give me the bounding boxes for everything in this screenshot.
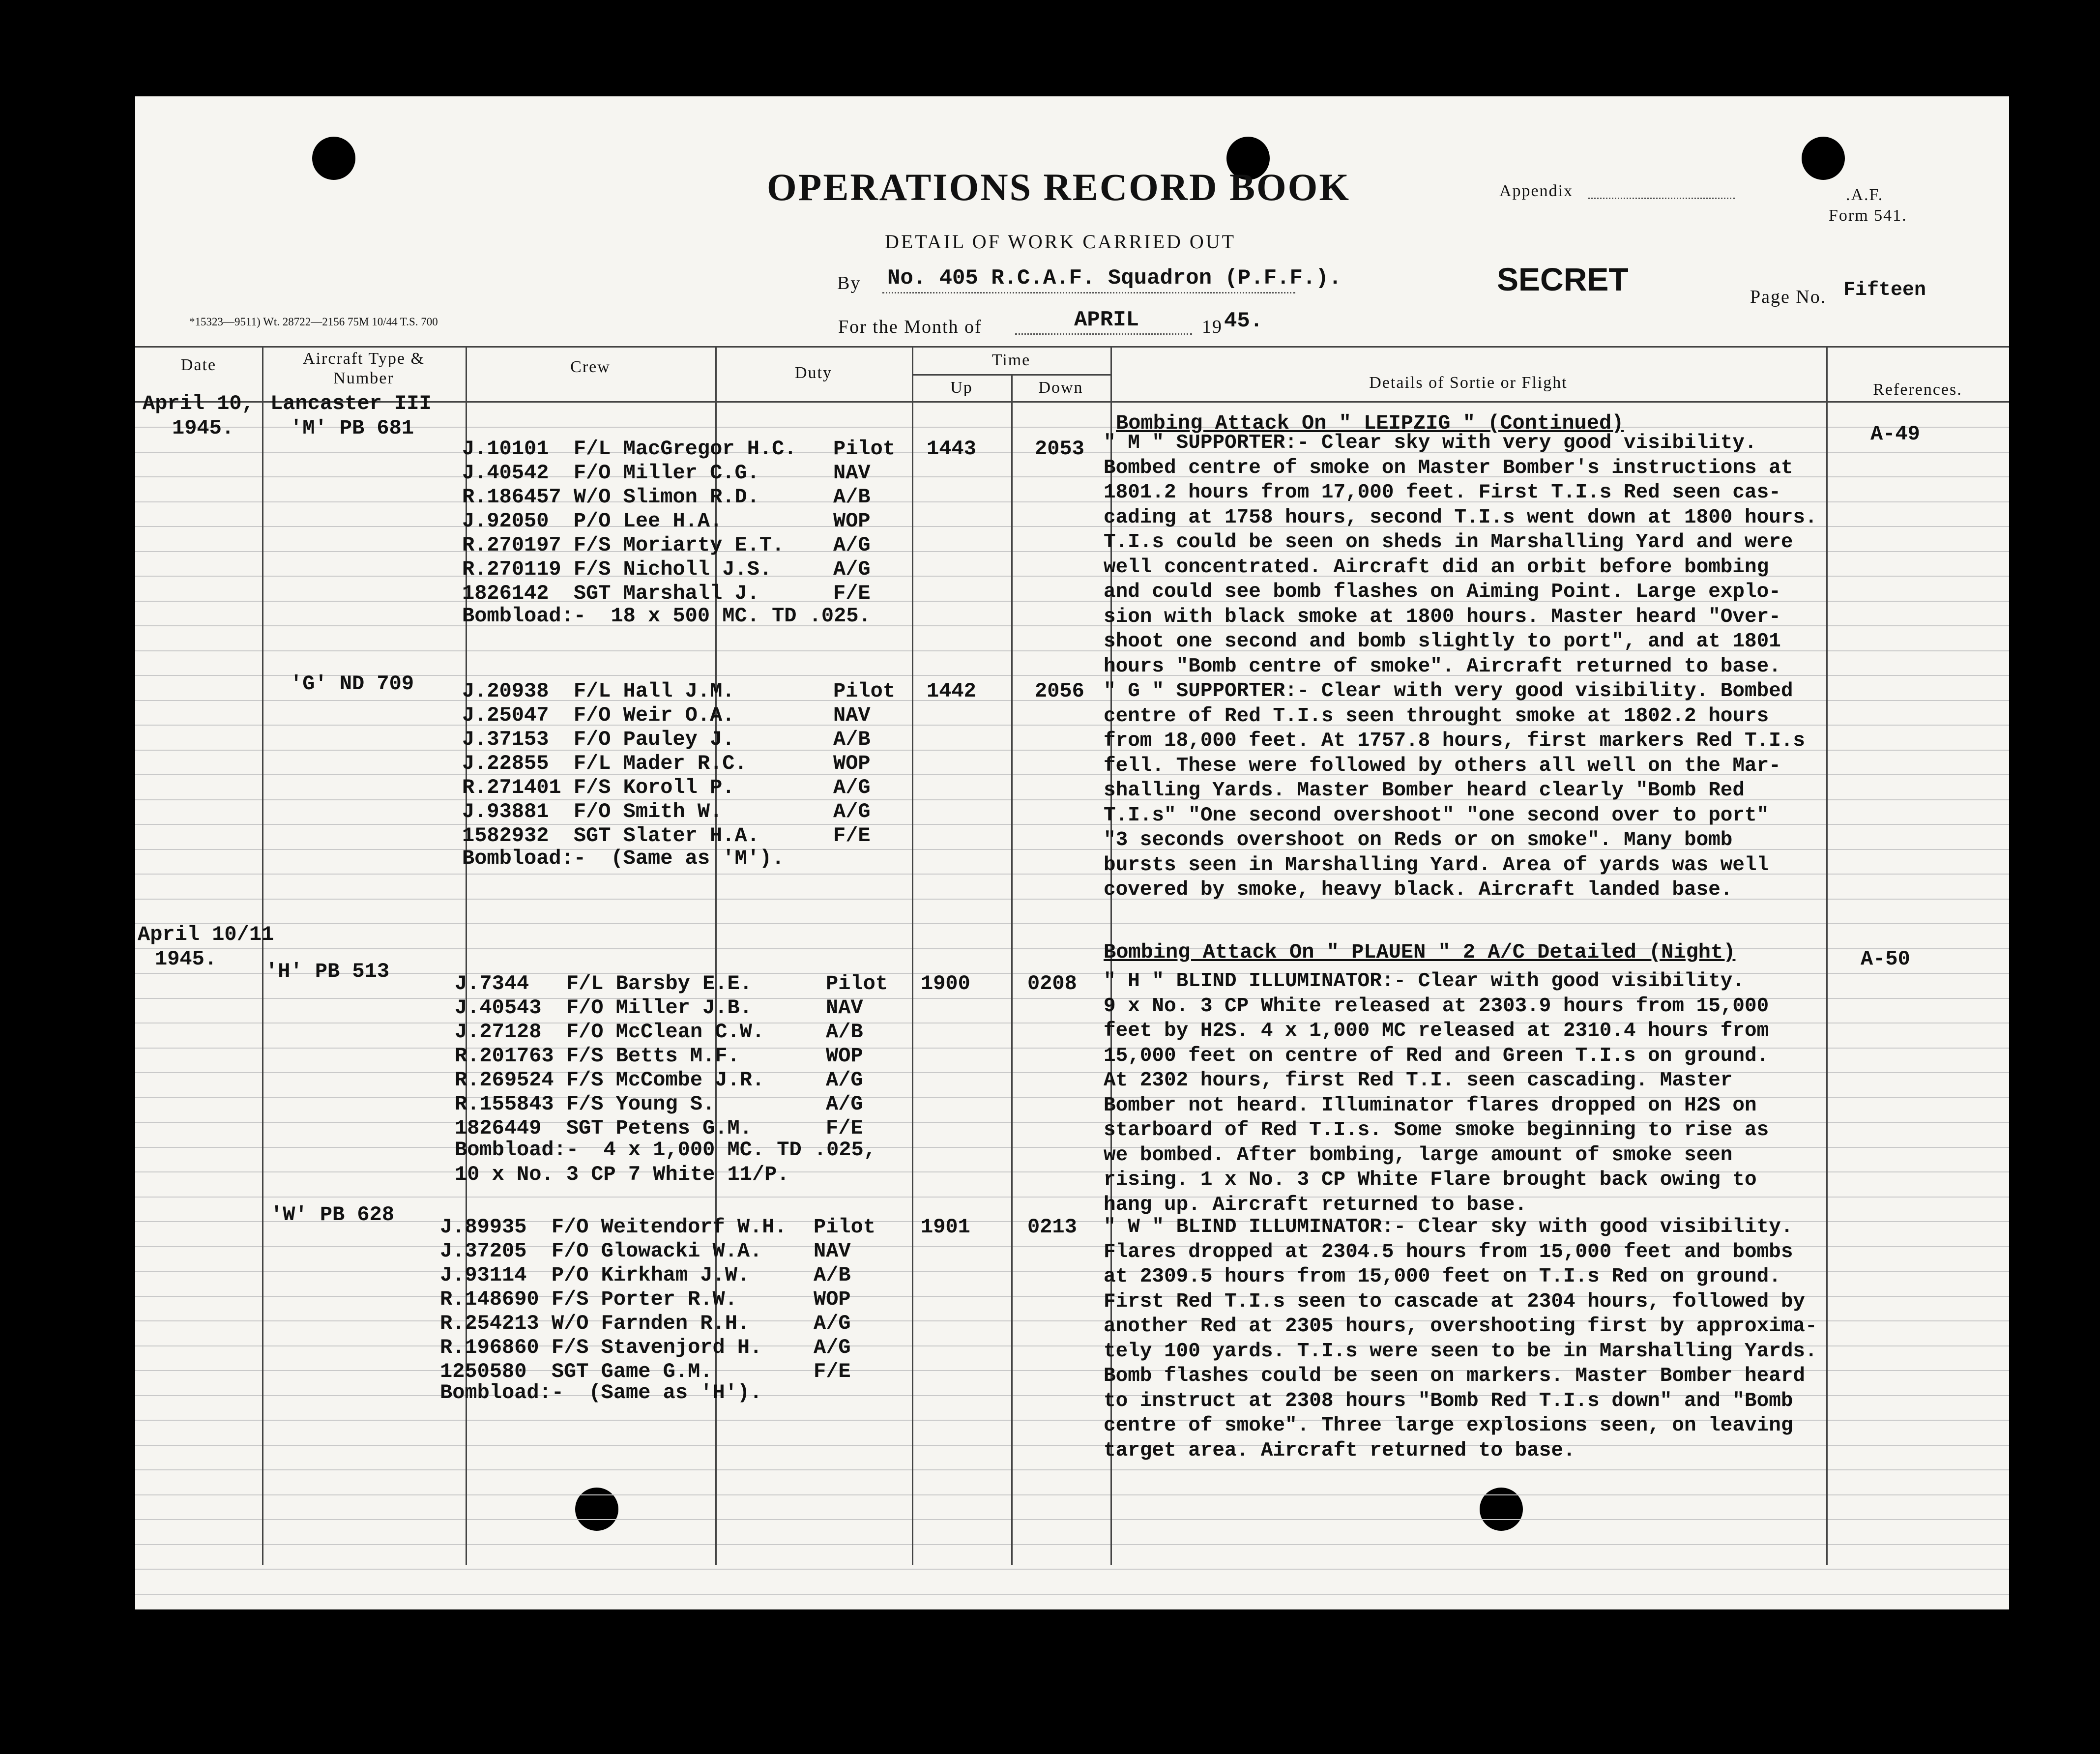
crew-duty: NAV bbox=[814, 1239, 851, 1263]
detail-line: " H " BLIND ILLUMINATOR:- Clear with good visibility. bbox=[1104, 970, 1745, 993]
crew-duty: F/E bbox=[814, 1360, 851, 1383]
crew-duty: F/E bbox=[833, 824, 871, 848]
detail-line: T.I.s could be seen on sheds in Marshalling Yard and were bbox=[1104, 531, 1793, 554]
detail-line: shalling Yards. Master Bomber heard clearly "Bomb Red bbox=[1104, 779, 1745, 802]
crew-member: J.37153 F/O Pauley J. bbox=[462, 728, 735, 751]
detail-line: target area. Aircraft returned to base. bbox=[1104, 1439, 1575, 1462]
crew-duty: A/B bbox=[833, 728, 871, 751]
col-date: Date bbox=[180, 356, 217, 374]
crew-member: R.271401 F/S Koroll P. bbox=[462, 776, 735, 799]
time-up: 1443 bbox=[927, 437, 976, 461]
detail-line: 9 x No. 3 CP White released at 2303.9 hours from 15,000 bbox=[1104, 994, 1769, 1018]
col-time-down: Down bbox=[1038, 379, 1083, 397]
ruled-line bbox=[135, 1519, 2009, 1520]
entry-date: April 10, bbox=[143, 392, 254, 415]
crew-member: 1826449 SGT Petens G.M. bbox=[455, 1116, 752, 1140]
time-up: 1442 bbox=[927, 679, 976, 703]
detail-line: " M " SUPPORTER:- Clear sky with very good visibility. bbox=[1104, 432, 1757, 454]
detail-line: rising. 1 x No. 3 CP White Flare brought back owing to bbox=[1104, 1169, 1757, 1191]
bombload-line2: 10 x No. 3 CP 7 White 11/P. bbox=[455, 1163, 789, 1186]
aircraft-id: 'H' PB 513 bbox=[265, 960, 390, 983]
crew-duty: A/G bbox=[814, 1336, 851, 1359]
detail-line: 1801.2 hours from 17,000 feet. First T.I.s Red seen cas- bbox=[1104, 481, 1781, 504]
col-time-up: Up bbox=[950, 379, 973, 397]
crew-member: J.20938 F/L Hall J.M. bbox=[462, 679, 735, 703]
crew-member: J.93114 P/O Kirkham J.W. bbox=[440, 1263, 750, 1287]
record-sheet bbox=[135, 96, 2009, 1609]
sortie-details bbox=[1104, 431, 1817, 679]
detail-line: At 2302 hours, first Red T.I. seen cascading. Master bbox=[1104, 1069, 1733, 1092]
detail-line: Flares dropped at 2304.5 hours from 15,000 feet and bombs bbox=[1104, 1240, 1793, 1263]
by-underline bbox=[882, 292, 1295, 293]
appendix-underline bbox=[1588, 198, 1735, 199]
time-down: 0213 bbox=[1027, 1215, 1077, 1239]
crew-duty: NAV bbox=[833, 461, 871, 485]
col-divider bbox=[1826, 346, 1828, 1565]
reference: A-50 bbox=[1861, 947, 1910, 971]
aircraft-type: Lancaster III bbox=[270, 392, 432, 415]
crew-member: R.148690 F/S Porter R.W. bbox=[440, 1287, 737, 1311]
detail-line: feet by H2S. 4 x 1,000 MC released at 2310.4 hours from bbox=[1104, 1020, 1769, 1042]
crew-duty: A/G bbox=[826, 1068, 863, 1092]
detail-line: we bombed. After bombing, large amount of smoke seen bbox=[1104, 1143, 1733, 1167]
detail-line: " G " SUPPORTER:- Clear with very good visibility. Bombed bbox=[1104, 680, 1793, 702]
aircraft-id: 'W' PB 628 bbox=[270, 1203, 395, 1227]
time-up: 1900 bbox=[921, 972, 970, 995]
detail-line: Bomb flashes could be seen on markers. Master Bomber heard bbox=[1104, 1365, 1806, 1387]
year-value: 45. bbox=[1224, 309, 1263, 333]
detail-line: 15,000 feet on centre of Red and Green T.I.s on ground. bbox=[1104, 1044, 1769, 1067]
security-classification: SECRET bbox=[1497, 261, 1629, 297]
detail-line: Bombed centre of smoke on Master Bomber's instructions at bbox=[1104, 456, 1793, 479]
bombload: Bombload:- 4 x 1,000 MC. TD .025, bbox=[455, 1138, 876, 1162]
crew-duty: WOP bbox=[826, 1044, 863, 1068]
detail-line: Bomber not heard. Illuminator flares dropped on H2S on bbox=[1104, 1094, 1757, 1117]
crew-duty: Pilot bbox=[833, 679, 896, 703]
crew-duty: F/E bbox=[826, 1116, 863, 1140]
sortie-heading: Bombing Attack On " PLAUEN " 2 A/C Detailed (Night) bbox=[1104, 940, 1736, 964]
crew-duty: Pilot bbox=[814, 1215, 876, 1239]
crew-duty: A/G bbox=[833, 557, 871, 581]
crew-member: R.270197 F/S Moriarty E.T. bbox=[462, 533, 785, 557]
detail-line: centre of Red T.I.s seen throught smoke at 1802.2 hours bbox=[1104, 704, 1769, 728]
month-label: For the Month of bbox=[838, 317, 982, 337]
crew-member: J.25047 F/O Weir O.A. bbox=[462, 703, 735, 727]
time-down: 0208 bbox=[1027, 972, 1077, 995]
crew-duty: A/B bbox=[814, 1263, 851, 1287]
page-title: OPERATIONS RECORD BOOK bbox=[767, 166, 1351, 208]
time-down: 2053 bbox=[1035, 437, 1084, 461]
by-label: By bbox=[837, 273, 861, 293]
crew-member: J.37205 F/O Glowacki W.A. bbox=[440, 1239, 762, 1263]
bombload: Bombload:- (Same as 'M'). bbox=[462, 847, 785, 870]
detail-line: shoot one second and bomb slightly to port", and at 1801 bbox=[1104, 630, 1781, 653]
crew-duty: F/E bbox=[833, 582, 871, 605]
crew-member: J.40542 F/O Miller C.G. bbox=[462, 461, 759, 485]
col-details: Details of Sortie or Flight bbox=[1369, 374, 1568, 392]
appendix-label: Appendix bbox=[1499, 182, 1574, 200]
year-prefix: 19 bbox=[1202, 317, 1223, 337]
crew-duty: A/G bbox=[826, 1092, 863, 1116]
form-line1: .A.F. bbox=[1846, 186, 1884, 204]
crew-member: J.40543 F/O Miller J.B. bbox=[455, 996, 752, 1020]
ruled-line bbox=[135, 923, 2009, 924]
crew-member: 1826142 SGT Marshall J. bbox=[462, 582, 759, 605]
detail-line: sion with black smoke at 1800 hours. Master heard "Over- bbox=[1104, 605, 1781, 628]
sortie-details bbox=[1104, 969, 1811, 1217]
crew-member: J.93881 F/O Smith W. bbox=[462, 800, 723, 823]
page-number-label: Page No. bbox=[1750, 287, 1827, 307]
crew-duty: A/B bbox=[826, 1020, 863, 1044]
aircraft-id: 'M' PB 681 bbox=[290, 416, 414, 440]
page-subtitle: DETAIL OF WORK CARRIED OUT bbox=[885, 231, 1236, 253]
crew-duty: Pilot bbox=[833, 437, 896, 461]
crew-duty: Pilot bbox=[826, 972, 888, 995]
ruled-line bbox=[135, 1469, 2009, 1470]
table-top-line bbox=[135, 346, 2009, 348]
detail-line: T.I.s" "One second overshoot" "one second over to port" bbox=[1104, 804, 1769, 827]
col-aircraft: Aircraft Type & Number bbox=[303, 350, 425, 387]
crew-duty: A/G bbox=[833, 533, 871, 557]
detail-line: First Red T.I.s seen to cascade at 2304 hours, followed by bbox=[1104, 1290, 1806, 1313]
squadron-value: No. 405 R.C.A.F. Squadron (P.F.F.). bbox=[887, 266, 1342, 291]
detail-line: fell. These were followed by others all well on the Mar- bbox=[1104, 754, 1781, 777]
detail-line: cading at 1758 hours, second T.I.s went down at 1800 hours. bbox=[1104, 506, 1817, 529]
ruled-line bbox=[135, 1594, 2009, 1595]
bombload: Bombload:- 18 x 500 MC. TD .025. bbox=[462, 604, 871, 628]
crew-member: R.270119 F/S Nicholl J.S. bbox=[462, 557, 772, 581]
crew-duty: A/G bbox=[833, 776, 871, 799]
ruled-line bbox=[135, 427, 2009, 428]
detail-line: tely 100 yards. T.I.s were seen to be in Marshalling Yards. bbox=[1104, 1340, 1817, 1363]
month-underline bbox=[1015, 333, 1192, 335]
ruled-line bbox=[135, 1494, 2009, 1495]
aircraft-id: 'G' ND 709 bbox=[290, 672, 414, 696]
time-down: 2056 bbox=[1035, 679, 1084, 703]
crew-duty: WOP bbox=[814, 1287, 851, 1311]
col-divider bbox=[1011, 374, 1013, 1565]
crew-duty: A/G bbox=[814, 1312, 851, 1335]
col-references: References. bbox=[1873, 380, 1962, 399]
crew-member: R.196860 F/S Stavenjord H. bbox=[440, 1336, 762, 1359]
detail-line: from 18,000 feet. At 1757.8 hours, first markers Red T.I.s bbox=[1104, 730, 1806, 752]
crew-duty: NAV bbox=[833, 703, 871, 727]
detail-line: " W " BLIND ILLUMINATOR:- Clear sky with good visibility. bbox=[1104, 1216, 1793, 1238]
crew-member: J.22855 F/L Mader R.C. bbox=[462, 752, 747, 775]
ruled-line bbox=[135, 1569, 2009, 1570]
sortie-details bbox=[1104, 679, 1811, 903]
detail-line: another Red at 2305 hours, overshooting first by approxima- bbox=[1104, 1315, 1817, 1338]
month-value: APRIL bbox=[1074, 308, 1139, 332]
detail-line: centre of smoke". Three large explosions seen, on leaving bbox=[1104, 1414, 1793, 1437]
col-divider bbox=[262, 346, 263, 1565]
crew-member: R.186457 W/O Slimon R.D. bbox=[462, 485, 759, 509]
detail-line: starboard of Red T.I.s. Some smoke beginning to rise as bbox=[1104, 1119, 1769, 1141]
crew-member: R.155843 F/S Young S. bbox=[455, 1092, 715, 1116]
crew-member: R.254213 W/O Farnden R.H. bbox=[440, 1312, 750, 1335]
crew-duty: NAV bbox=[826, 996, 863, 1020]
sortie-heading: Bombing Attack On " LEIPZIG " (Continued) bbox=[1116, 411, 1624, 435]
detail-line: well concentrated. Aircraft did an orbit before bombing bbox=[1104, 555, 1769, 579]
reference: A-49 bbox=[1870, 422, 1920, 446]
entry-date-year: 1945. bbox=[172, 416, 234, 440]
detail-line: "3 seconds overshoot on Reds or on smoke". Many bomb bbox=[1104, 829, 1733, 851]
crew-member: J.27128 F/O McClean C.W. bbox=[455, 1020, 765, 1044]
crew-member: R.201763 F/S Betts M.F. bbox=[455, 1044, 740, 1068]
detail-line: hours "Bomb centre of smoke". Aircraft returned to base. bbox=[1104, 655, 1781, 678]
form-number: Form 541. bbox=[1829, 206, 1907, 225]
punch-hole bbox=[312, 137, 355, 180]
crew-member: J.92050 P/O Lee H.A. bbox=[462, 509, 723, 533]
sortie-details bbox=[1104, 1215, 1817, 1463]
crew-member: 1582932 SGT Slater H.A. bbox=[462, 824, 759, 848]
crew-member: 1250580 SGT Game G.M. bbox=[440, 1360, 713, 1383]
time-up: 1901 bbox=[921, 1215, 970, 1239]
detail-line: hang up. Aircraft returned to base. bbox=[1104, 1193, 1527, 1216]
detail-line: to instruct at 2308 hours "Bomb Red T.I.s down" and "Bomb bbox=[1104, 1389, 1793, 1412]
crew-duty: A/G bbox=[833, 800, 871, 823]
detail-line: at 2309.5 hours from 15,000 feet on T.I.s Red on ground. bbox=[1104, 1265, 1781, 1288]
col-duty: Duty bbox=[795, 364, 832, 382]
bombload: Bombload:- (Same as 'H'). bbox=[440, 1381, 762, 1404]
col-time: Time bbox=[992, 351, 1031, 369]
ruled-line bbox=[135, 1544, 2009, 1545]
page-number-value: Fifteen bbox=[1843, 279, 1926, 301]
punch-hole bbox=[1802, 137, 1845, 180]
printer-code: *15323—9511) Wt. 28722—2156 75M 10/44 T.S. 700 bbox=[189, 316, 438, 328]
entry-date: April 10/11 bbox=[138, 923, 274, 946]
crew-member: J.7344 F/L Barsby E.E. bbox=[455, 972, 752, 995]
crew-duty: A/B bbox=[833, 485, 871, 509]
entry-date-year: 1945. bbox=[155, 947, 217, 971]
crew-member: J.10101 F/L MacGregor H.C. bbox=[462, 437, 797, 461]
col-divider bbox=[912, 346, 913, 1565]
crew-duty: WOP bbox=[833, 509, 871, 533]
detail-line: bursts seen in Marshalling Yard. Area of yards was well bbox=[1104, 853, 1769, 877]
detail-line: covered by smoke, heavy black. Aircraft landed base. bbox=[1104, 878, 1733, 901]
detail-line: and could see bomb flashes on Aiming Point. Large explo- bbox=[1104, 581, 1781, 603]
col-crew: Crew bbox=[570, 358, 611, 376]
crew-duty: WOP bbox=[833, 752, 871, 775]
crew-member: J.89935 F/O Weitendorf W.H. bbox=[440, 1215, 787, 1239]
crew-member: R.269524 F/S McCombe J.R. bbox=[455, 1068, 765, 1092]
